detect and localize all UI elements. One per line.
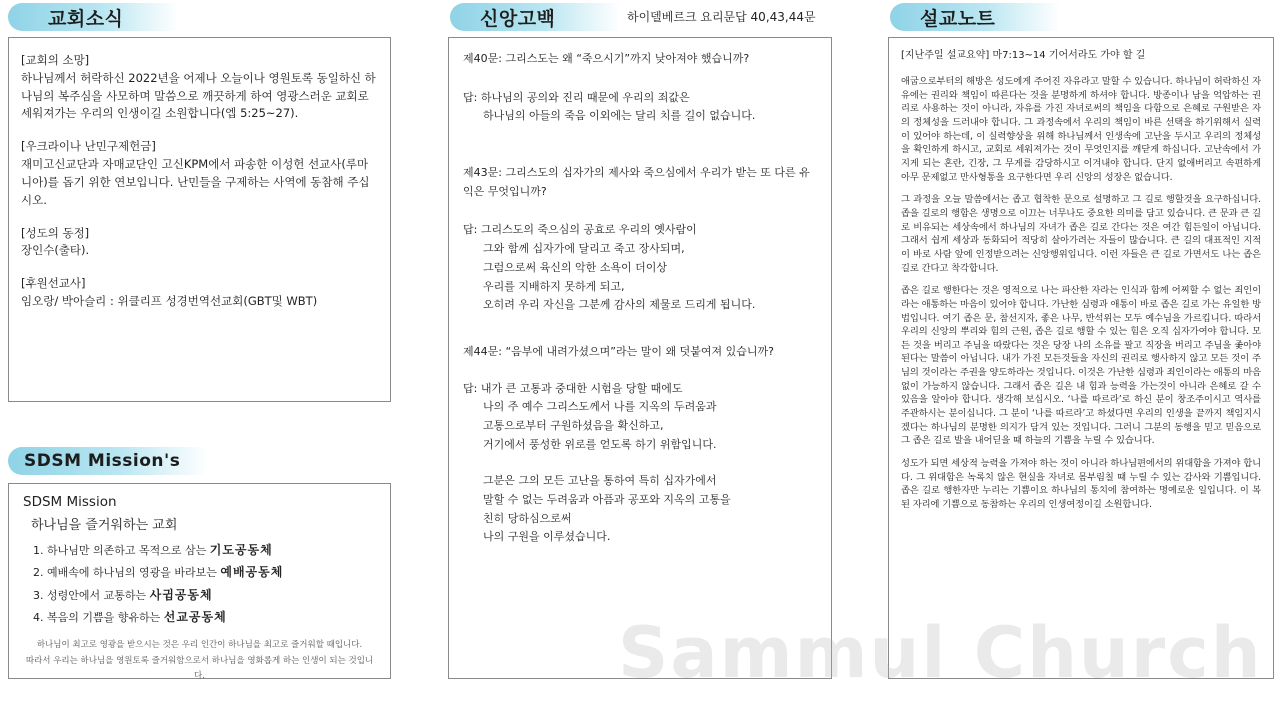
answer-line: 답: 그리스도의 죽으심의 공효로 우리의 옛사람이 bbox=[463, 223, 697, 237]
sermon-paragraph: 성도가 되면 세상적 능력을 가져야 하는 것이 아니라 하나님편에서의 위대함을 가져야 합니다. 그 위대함은 녹록치 않은 현실을 자녀로 몸부림칠 때 누릴 수 있는 감사와 기쁨입니다. 좁은 길로 행한자만 누리는 기쁨이요 하나님의 통치에 참여하는 명예로운 일입니다. 이 복된 자리에 기쁨으로 동참하는 우리의 인생여정이길 소원합니다. bbox=[901, 458, 1261, 511]
news-heading: [우크라이나 난민구제헌금] bbox=[21, 139, 156, 154]
news-banner bbox=[8, 3, 178, 31]
news-body: 하나님께서 허락하신 2022년을 어제나 오늘이나 영원토록 동일하신 하나님의 복주심을 사모하며 말씀으로 깨끗하게 하여 영광스러운 교회로 세워져가는 우리의 인생이길 소원합니다(엡 5:25~27). bbox=[21, 70, 376, 121]
news-section-ukraine bbox=[21, 138, 378, 209]
answer-line: 하나님의 아들의 죽음 이외에는 달리 치를 길이 없습니다. bbox=[483, 109, 756, 123]
mission-item-text: 1. 하나님만 의존하고 목적으로 삼는 bbox=[33, 544, 210, 557]
answer-line: 고통으로부터 구원하셨음을 확신하고, bbox=[483, 418, 664, 432]
question-43: 제43문: 그리스도의 십자가의 제사와 죽으심에서 우리가 받는 또 다른 유익은 무엇입니까? bbox=[463, 166, 810, 198]
answer-line: 나의 주 예수 그리스도께서 나를 지옥의 두려움과 bbox=[483, 400, 717, 414]
mission-item bbox=[33, 539, 376, 561]
mission-item-em: 기도공동체 bbox=[209, 543, 273, 557]
sermon-banner bbox=[890, 3, 1060, 31]
answer-line: 그분은 그의 모든 고난을 통하여 특히 십자가에서 bbox=[483, 474, 717, 488]
confession-box bbox=[448, 37, 832, 679]
mission-item bbox=[33, 584, 376, 606]
mission-item-em: 사귐공동체 bbox=[149, 587, 213, 602]
mission-banner bbox=[8, 447, 208, 475]
question-40: 제40문: 그리스도는 왜 “죽으시기”까지 낮아져야 했습니까? bbox=[463, 52, 750, 65]
answer-line: 우리를 지배하지 못하게 되고, bbox=[483, 279, 625, 293]
mission-subtitle: 하나님을 즐거워하는 교회 bbox=[31, 518, 178, 533]
mission-item bbox=[33, 606, 376, 628]
news-section-missionary bbox=[21, 275, 378, 311]
mission-banner-title: SDSM Mission's bbox=[24, 451, 181, 471]
news-heading: [교회의 소망] bbox=[21, 53, 90, 67]
answer-line: 나의 구원을 이루셨습니다. bbox=[483, 530, 611, 544]
sermon-paragraph: 애굽으로부터의 해방은 성도에게 주어진 자유라고 말할 수 있습니다. 하나님이 허락하신 자유에는 권리와 책임이 따른다는 것을 분명하게 하셔야 합니다. 방종이나 남을 억압하는 권리로 사용하는 것이 아니라, 자유를 가진 자녀로써의 책임을 다함으로 은혜로 구원받은 자의 정체성을 드러내야 합니다. 그 과정속에서 우리의 책임이 바른 선택을 하기위해서 실력이 있어야 하는데, 이 실력향상을 위해 하나님께서 인생속에 고난을 두시고 우리의 정체성을 확인하게 하시고, 교회로 세워져가는 것이 무엇인지를 깨닫게 하십니다. 고난속에서 가지게 되는 혼란, 긴장, 그 무게를 감당하시고 이겨내야 합니다. 단지 없애버리고 속편하게 아무 문제없고 만사형통을 요구한다면 우리 신앙의 성장은 없습니다. bbox=[901, 76, 1261, 183]
sermon-paragraph: 그 과정을 오늘 말씀에서는 좁고 협착한 문으로 설명하고 그 길로 행할것을 요구하십니다. 좁을 길로의 행함은 생명으로 이끄는 너무나도 중요한 의미를 담고 있습니다. 큰 문과 큰 길로 비유되는 세상속에서 하나님의 자녀가 좁은 길로 간다는 것은 여간 힘든일이 아닙니다. 그래서 쉽게 세상과 동화되어 적당히 살아가려는 자들이 많습니다. 큰 길의 대표적인 지적이 바로 사람 앞에 인정받으려는 신앙행위입니다. 이런 자들은 큰 길로 가면서도 나는 좁은 길로 간다고 착각합니다. bbox=[901, 194, 1261, 274]
news-body: 장인수(출타). bbox=[21, 243, 90, 258]
sermon-banner-title: 설교노트 bbox=[920, 7, 996, 30]
news-banner-title: 교회소식 bbox=[48, 7, 124, 30]
mission-foot-line: 하나님이 최고로 영광을 받으시는 것은 우리 인간이 하나님을 최고로 즐거워할 때입니다. bbox=[36, 640, 363, 651]
mission-item-text: 3. 성령안에서 교통하는 bbox=[33, 588, 150, 602]
news-section-members bbox=[21, 225, 378, 261]
mission-item-em: 예배공동체 bbox=[220, 565, 284, 580]
confession-source: 하이델베르크 요리문답 40,43,44문 bbox=[627, 10, 816, 24]
mission-footer bbox=[23, 638, 376, 684]
answer-line: 거기에서 풍성한 위로를 얻도록 하기 위함입니다. bbox=[483, 437, 717, 451]
news-body: 재미고신교단과 자매교단인 고신KPM에서 파송한 이성헌 선교사(루마니아)를 돕기 위한 연보입니다. 난민들을 구제하는 사역에 동참해 주십시오. bbox=[21, 157, 370, 207]
question-44: 제44문: “음부에 내려가셨으며”라는 말이 왜 덧붙여져 있습니까? bbox=[463, 344, 774, 358]
news-heading: [후원선교사] bbox=[21, 276, 86, 291]
answer-line: 오히려 우리 자신을 그분께 감사의 제물로 드리게 됩니다. bbox=[483, 298, 756, 312]
mission-foot-line: 따라서 우리는 하나님을 영원토록 즐거워함으로서 하나님을 영화롭게 하는 인생이 되는 것입니다. bbox=[25, 655, 374, 681]
mission-item-em: 선교공동체 bbox=[163, 610, 227, 625]
news-body: 임오랑/ 박아슬리 : 위클리프 성경번역선교회(GBT및 WBT) bbox=[21, 293, 318, 308]
answer-line: 답: 하나님의 공의와 진리 때문에 우리의 죄값은 bbox=[463, 90, 690, 104]
sermon-paragraph: 좁은 길로 행한다는 것은 영적으로 나는 파산한 자라는 인식과 함께 어찌할 수 없는 죄인이라는 애통하는 마음이 있어야 합니다. 가난한 심령과 애통이 바로 좁은 길로 가는 유일한 방법입니다. 여기 좁은 문, 참선지자, 좋은 나무, 반석위는 모두 예수님을 가르킵니다. 따라서 우리의 신앙의 뿌리와 힘의 근원, 좁은 길로 행할 수 있는 힘은 오직 십자가여야 합니다. 모든 것을 버리고 주님을 따랐다는 것은 당장 나의 소유를 팔고 직장을 버리고 주님을 좇아야 된다는 말씀이 아닙니다. 내가 가진 모든것들을 자신의 권리로 행사하지 않고 모든 것이 주님의 것이라는 주권을 양도하라는 것입니다. 이것은 가난한 심령과 죄인이라는 애통의 마음없이 가능하지 않습니다. 그래서 좁은 길은 내 힘과 능력을 가는것이 아니라 은혜로 갈 수 있음을 알아야 합니다. 생각해 보십시오. ‘나를 따르라’로 하신 분이 창조주이시고 역사를 주관하시는 분이십니다. 그 분이 ‘나를 따르라’고 하셨다면 우리의 인생을 끝까지 책임지시겠다는 하나님의 분명한 의지가 담겨 있는 것입니다. 그러니 그분의 동행을 믿고 믿음으로 그 좁은 길로 발을 내어딛을 때 하늘의 기쁨을 누릴 수 있습니다. bbox=[901, 285, 1261, 447]
mission-list bbox=[33, 539, 376, 628]
church-watermark: Sammul Church bbox=[618, 612, 1263, 694]
sermon-box bbox=[888, 37, 1274, 679]
confession-banner-title: 신앙고백 bbox=[480, 7, 556, 30]
mission-box bbox=[8, 483, 391, 679]
mission-item bbox=[33, 561, 376, 583]
mission-item-text: 4. 복음의 기쁨을 향유하는 bbox=[33, 611, 164, 625]
answer-line: 그와 함께 십자가에 달리고 죽고 장사되며, bbox=[483, 242, 685, 256]
answer-line: 친히 당하심으로써 bbox=[483, 511, 572, 525]
answer-line: 말할 수 없는 두려움과 아픔과 공포와 지옥의 고통을 bbox=[483, 493, 731, 506]
answer-line: 그럼으로써 육신의 악한 소욕이 더이상 bbox=[483, 260, 668, 274]
mission-item-text: 2. 예배속에 하나님의 영광을 바라보는 bbox=[33, 566, 221, 580]
news-section-hope bbox=[21, 52, 378, 123]
sermon-heading: [지난주일 설교요약] 마7:13~14 기어서라도 가야 할 길 bbox=[901, 50, 1146, 61]
mission-title: SDSM Mission bbox=[23, 494, 117, 510]
church-news-box bbox=[8, 37, 391, 402]
answer-line: 답: 내가 큰 고통과 중대한 시험을 당할 때에도 bbox=[463, 381, 683, 395]
news-heading: [성도의 동정] bbox=[21, 225, 90, 240]
confession-banner bbox=[450, 3, 620, 31]
